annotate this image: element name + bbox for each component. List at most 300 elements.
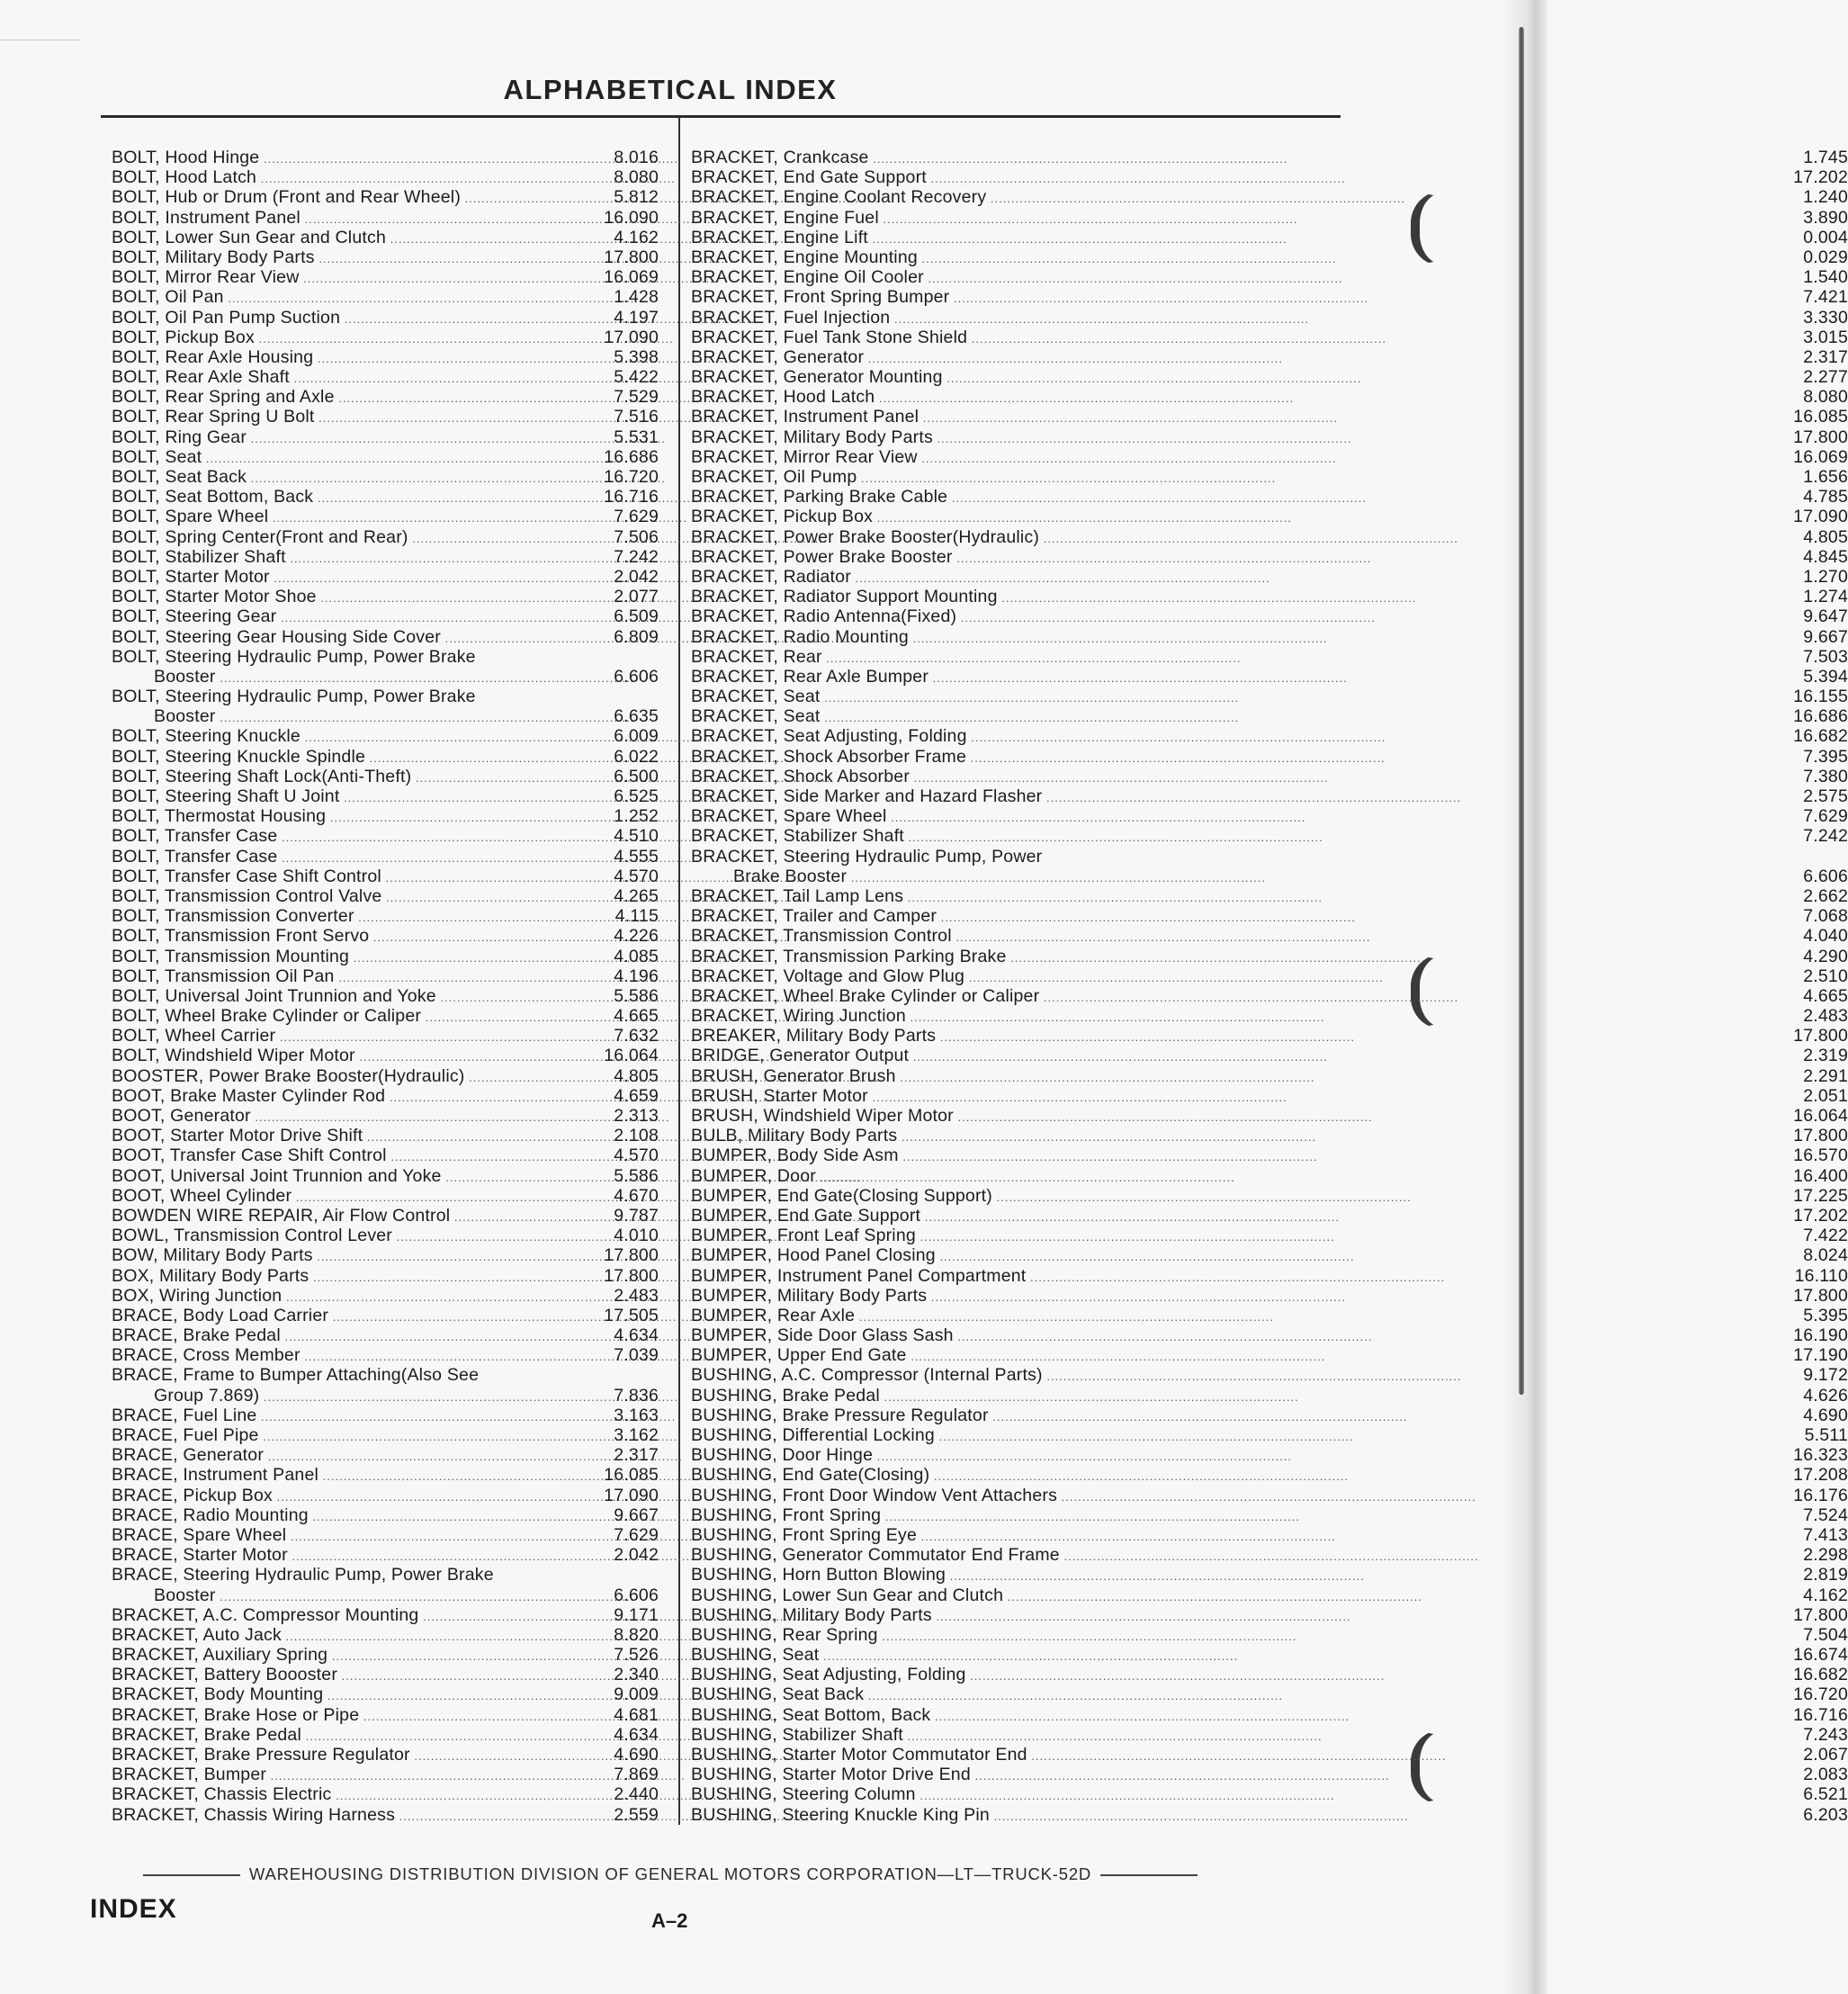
publisher-line	[0, 1864, 1341, 1884]
entry-name: BOLT, Instrument Panel .....	[112, 208, 543, 229]
entry-name: BOLT, Oil Pan .....	[112, 287, 543, 309]
entry-name: BOLT, Hub or Drum (Front and Rear Wheel) .....	[112, 187, 543, 209]
entry-name: BOLT, Hood Latch .....	[112, 167, 543, 189]
entry-name: BOLT, Transfer Case Shift Control .....	[112, 867, 543, 888]
entry-page: 16.085	[1793, 407, 1848, 427]
entry-page: 0.004	[1803, 227, 1848, 247]
entry-page: 4.785	[1803, 487, 1848, 507]
entry-page: 4.665	[1803, 985, 1848, 1006]
page-title: ALPHABETICAL INDEX	[503, 74, 838, 105]
entry-name: BUMPER, Front Leaf Spring .....	[691, 1226, 1121, 1247]
entry-page: 5.531	[614, 427, 659, 447]
entry-name: BRACKET, Generator .....	[691, 347, 1121, 369]
entry-page: 7.629	[1803, 806, 1848, 827]
entry-page: 2.340	[614, 1665, 659, 1685]
entry-page: 16.064	[1793, 1106, 1848, 1126]
entry-name: BUSHING, Front Spring Eye .....	[691, 1525, 1121, 1547]
entry-page: 16.176	[1793, 1485, 1848, 1505]
entry-page: 3.330	[1803, 307, 1848, 328]
entry-page: 4.634	[614, 1724, 659, 1745]
entry-page: 5.511	[1804, 1425, 1848, 1445]
entry-page: 2.317	[614, 1445, 659, 1466]
entry-page: 1.540	[1803, 267, 1848, 288]
entry-name: BOOT, Transfer Case Shift Control .....	[112, 1145, 543, 1167]
entry-name: BUSHING, Brake Pressure Regulator .....	[691, 1406, 1121, 1427]
entry-page: 8.820	[614, 1624, 659, 1645]
entry-name: BOLT, Mirror Rear View .....	[112, 267, 543, 289]
entry-name: BRACKET, Radio Antenna(Fixed) .....	[691, 606, 1121, 628]
entry-page: 17.202	[1793, 1205, 1848, 1226]
entry-page: 2.291	[1803, 1065, 1848, 1086]
entry-page: 6.635	[614, 706, 659, 727]
entry-name: BUSHING, Steering Knuckle King Pin .....	[691, 1805, 1121, 1827]
entry-name: BOLT, Transmission Oil Pan .....	[112, 966, 543, 988]
entry-page: 5.395	[1803, 1305, 1848, 1325]
entry-name: BRACKET, Transmission Parking Brake .....	[691, 947, 1121, 968]
entry-page: 6.022	[614, 746, 659, 767]
entry-page: 7.836	[614, 1385, 659, 1406]
entry-name: BUSHING, Lower Sun Gear and Clutch .....	[691, 1585, 1121, 1607]
entry-name: BOLT, Spring Center(Front and Rear) .....	[112, 527, 543, 549]
entry-name: BRACKET, Engine Mounting .....	[691, 247, 1121, 269]
entry-name: BRACE, Fuel Line .....	[112, 1406, 543, 1427]
entry-name: BRACKET, End Gate Support .....	[691, 167, 1121, 189]
entry-name: BRACKET, Military Body Parts .....	[691, 427, 1121, 449]
entry-name: BOLT, Wheel Carrier .....	[112, 1026, 543, 1047]
entry-name: BOLT, Rear Axle Shaft .....	[112, 367, 543, 389]
entry-page: 4.162	[614, 227, 659, 247]
entry-page: 2.819	[1803, 1565, 1848, 1585]
binder-spine	[1519, 27, 1524, 1395]
entry-page: 6.509	[614, 606, 659, 627]
header-rule	[101, 115, 1341, 118]
entry-name: BRACKET, Radio Mounting .....	[691, 627, 1121, 649]
entry-name: BRACE, Spare Wheel .....	[112, 1525, 543, 1547]
entry-page: 1.428	[614, 287, 659, 308]
entry-page: 16.190	[1793, 1325, 1848, 1346]
entry-page: 16.720	[604, 467, 659, 487]
entry-name: BRACKET, Radiator Support Mounting .....	[691, 587, 1121, 608]
entry-page: 9.667	[614, 1504, 659, 1525]
entry-name: BRACE, Fuel Pipe .....	[112, 1425, 543, 1447]
entry-page: 2.042	[614, 1545, 659, 1566]
entry-name: BRACKET, Side Marker and Hazard Flasher .....	[691, 786, 1121, 808]
entry-page: 2.042	[614, 566, 659, 587]
entry-page: 4.040	[1803, 926, 1848, 947]
entry-page: 3.162	[614, 1425, 659, 1445]
punch-hole-top	[1411, 191, 1443, 266]
entry-name: BOLT, Transmission Control Valve .....	[112, 886, 543, 908]
entry-page: 7.516	[614, 407, 659, 427]
entry-page: 2.483	[614, 1285, 659, 1306]
entry-page: 2.483	[1803, 1006, 1848, 1027]
entry-page: 5.394	[1803, 666, 1848, 687]
entry-page: 7.413	[1803, 1524, 1848, 1545]
entry-page: 2.083	[1803, 1765, 1848, 1785]
entry-page: 8.080	[1803, 387, 1848, 408]
entry-name: BRACKET, Steering Hydraulic Pump, Power	[691, 846, 1043, 867]
entry-name: BRACKET, Seat Adjusting, Folding .....	[691, 726, 1121, 748]
entry-name: BRACKET, Auto Jack .....	[112, 1625, 543, 1647]
entry-name: BRACKET, Fuel Injection .....	[691, 308, 1121, 329]
entry-name: BOLT, Ring Gear .....	[112, 427, 543, 449]
entry-page: 9.171	[614, 1604, 659, 1625]
entry-page: 2.575	[1803, 786, 1848, 806]
entry-name: BOLT, Transmission Converter .....	[112, 906, 543, 928]
entry-name: BUSHING, Seat Adjusting, Folding .....	[691, 1665, 1121, 1686]
entry-page: 4.690	[614, 1745, 659, 1765]
entry-page: 6.606	[614, 666, 659, 687]
entry-page: 4.197	[614, 307, 659, 328]
entry-name: BUMPER, End Gate(Closing Support) .....	[691, 1186, 1121, 1208]
entry-page: 1.745	[1803, 148, 1848, 167]
entry-name: BRACKET, Shock Absorber .....	[691, 767, 1121, 788]
page-number: A–2	[651, 1909, 688, 1932]
entry-page: 16.323	[1793, 1445, 1848, 1466]
entry-name: BRACE, Radio Mounting .....	[112, 1505, 543, 1527]
entry-page: 9.787	[614, 1205, 659, 1226]
entry-name: BUMPER, Body Side Asm .....	[691, 1145, 1121, 1167]
entry-page: 4.690	[1803, 1405, 1848, 1425]
entry-page: 17.800	[1793, 1285, 1848, 1306]
entry-name: BUSHING, Door Hinge .....	[691, 1445, 1121, 1467]
entry-name: BRACKET, Power Brake Booster(Hydraulic) .....	[691, 527, 1121, 549]
entry-page: 2.319	[1803, 1046, 1848, 1066]
entry-name: BOOSTER, Power Brake Booster(Hydraulic) .....	[112, 1066, 543, 1088]
entry-name: BRACKET, Chassis Wiring Harness .....	[112, 1805, 543, 1827]
entry-page: 16.069	[1793, 446, 1848, 467]
entry-name: BUSHING, Generator Commutator End Frame .....	[691, 1545, 1121, 1567]
entry-name: BRACKET, Generator Mounting .....	[691, 367, 1121, 389]
entry-page: 17.090	[1793, 507, 1848, 527]
entry-page: 4.196	[614, 966, 659, 986]
entry-name: BUSHING, A.C. Compressor (Internal Parts) .....	[691, 1365, 1121, 1387]
entry-name: BRACKET, Tail Lamp Lens .....	[691, 886, 1121, 908]
entry-name: BOX, Military Body Parts .....	[112, 1266, 543, 1288]
entry-name: BOLT, Steering Knuckle .....	[112, 726, 543, 748]
entry-page: 17.505	[604, 1305, 659, 1325]
entry-name: BUMPER, Door .....	[691, 1166, 1121, 1188]
entry-name: BRACKET, Voltage and Glow Plug .....	[691, 966, 1121, 988]
entry-page: 16.400	[1793, 1165, 1848, 1186]
entry-name: BRACKET, Seat .....	[691, 706, 1121, 728]
entry-name: BRACKET, Spare Wheel .....	[691, 806, 1121, 828]
entry-name: BOLT, Steering Shaft Lock(Anti-Theft) .....	[112, 767, 543, 788]
entry-page: 7.504	[1803, 1624, 1848, 1645]
entry-name: BRACE, Generator .....	[112, 1445, 543, 1467]
entry-name: BRACE, Instrument Panel .....	[112, 1465, 543, 1487]
entry-name: BUSHING, Military Body Parts .....	[691, 1605, 1121, 1627]
entry-name: BRACKET, Seat .....	[691, 687, 1121, 708]
entry-page: 5.422	[614, 367, 659, 388]
entry-page: 4.226	[614, 926, 659, 947]
entry-page: 2.051	[1803, 1085, 1848, 1106]
entry-page: 7.524	[1803, 1504, 1848, 1525]
entry-page: 2.277	[1803, 367, 1848, 388]
entry-name: BUSHING, Front Door Window Vent Attachers .....	[691, 1486, 1121, 1507]
entry-name: BRACKET, Oil Pump .....	[691, 467, 1121, 489]
entry-name: BOOT, Generator .....	[112, 1106, 543, 1127]
entry-page: 2.317	[1803, 346, 1848, 367]
entry-page: 16.720	[1793, 1684, 1848, 1705]
entry-page: 4.845	[1803, 546, 1848, 567]
entry-page: 4.570	[614, 1145, 659, 1166]
entry-page: 4.162	[1803, 1585, 1848, 1605]
entry-name: BRACKET, Rear Axle Bumper .....	[691, 667, 1121, 688]
entry-name: BUSHING, Front Spring .....	[691, 1505, 1121, 1527]
entry-page: 4.805	[614, 1065, 659, 1086]
entry-name: BRACE, Frame to Bumper Attaching(Also See	[112, 1365, 480, 1386]
entry-page: 16.674	[1793, 1645, 1848, 1666]
entry-page: 7.629	[614, 1524, 659, 1545]
entry-name: BRACKET, Power Brake Booster .....	[691, 547, 1121, 569]
entry-name: BUMPER, Instrument Panel Compartment .....	[691, 1266, 1121, 1288]
entry-page: 17.225	[1793, 1185, 1848, 1206]
entry-name: BOLT, Steering Hydraulic Pump, Power Brake	[112, 646, 476, 667]
entry-name: BOWDEN WIRE REPAIR, Air Flow Control .....	[112, 1206, 543, 1227]
entry-page: 17.090	[604, 1485, 659, 1505]
entry-page: 17.800	[604, 1245, 659, 1266]
entry-page: 4.115	[615, 906, 659, 927]
entry-name: BOOT, Universal Joint Trunnion and Yoke .....	[112, 1166, 543, 1188]
entry-page: 7.068	[1803, 906, 1848, 927]
entry-name: BOLT, Steering Hydraulic Pump, Power Brake	[112, 687, 476, 707]
entry-page: 7.629	[614, 507, 659, 527]
entry-page: 6.500	[614, 766, 659, 786]
entry-page: 16.064	[604, 1046, 659, 1066]
entry-page: 17.202	[1793, 167, 1848, 188]
entry-name: BUSHING, Horn Button Blowing .....	[691, 1565, 1121, 1586]
entry-name: BOLT, Starter Motor .....	[112, 567, 543, 588]
entry-page: 16.716	[604, 487, 659, 507]
entry-page: 6.809	[614, 626, 659, 647]
entry-name: BRACKET, Rear .....	[691, 647, 1121, 669]
entry-name: Group 7.869) .....	[112, 1386, 586, 1407]
entry-name: BRACKET, Wheel Brake Cylinder or Caliper .....	[691, 986, 1121, 1008]
entry-name: BUSHING, Rear Spring .....	[691, 1625, 1121, 1647]
entry-page: 16.682	[1793, 726, 1848, 747]
entry-name: BRUSH, Generator Brush .....	[691, 1066, 1121, 1088]
entry-name: BRACKET, Bumper .....	[112, 1765, 543, 1786]
entry-name: BRACKET, Brake Pressure Regulator .....	[112, 1745, 543, 1766]
entry-page: 4.805	[1803, 526, 1848, 547]
entry-name: BUSHING, Starter Motor Commutator End .....	[691, 1745, 1121, 1766]
entry-name: BRACKET, Pickup Box .....	[691, 507, 1121, 528]
entry-name: BOLT, Rear Spring U Bolt .....	[112, 407, 543, 428]
entry-page: 4.681	[614, 1704, 659, 1725]
entry-name: BOLT, Rear Spring and Axle .....	[112, 387, 543, 409]
entry-name: BRACKET, Auxiliary Spring .....	[112, 1645, 543, 1666]
entry-name: BRACKET, Stabilizer Shaft .....	[691, 826, 1121, 848]
entry-name: BRACKET, Fuel Tank Stone Shield .....	[691, 328, 1121, 349]
entry-name: BUMPER, Hood Panel Closing .....	[691, 1245, 1121, 1267]
entry-name: BRUSH, Windshield Wiper Motor .....	[691, 1106, 1121, 1127]
entry-name: BUMPER, Upper End Gate .....	[691, 1345, 1121, 1367]
entry-page: 2.440	[614, 1784, 659, 1805]
entry-page: 8.016	[614, 148, 659, 167]
entry-page: 4.555	[614, 846, 659, 867]
entry-name: BUSHING, Brake Pedal .....	[691, 1386, 1121, 1407]
entry-name: BOLT, Steering Gear Housing Side Cover .....	[112, 627, 543, 649]
entry-name: BOLT, Seat .....	[112, 447, 543, 469]
entry-page: 7.506	[614, 526, 659, 547]
entry-page: 16.570	[1793, 1145, 1848, 1166]
entry-page: 16.090	[604, 207, 659, 228]
entry-page: 16.069	[604, 267, 659, 288]
entry-name: BRACKET, Engine Coolant Recovery .....	[691, 187, 1121, 209]
entry-page: 3.015	[1803, 327, 1848, 347]
entry-page: 2.559	[614, 1804, 659, 1825]
entry-page: 16.085	[604, 1465, 659, 1486]
entry-page: 7.869	[614, 1765, 659, 1785]
entry-name: BRACKET, Crankcase .....	[691, 148, 1121, 169]
punch-hole-bottom	[1411, 1729, 1443, 1805]
entry-page: 4.010	[614, 1226, 659, 1246]
entry-name: BOLT, Transfer Case .....	[112, 826, 543, 848]
entry-name: BUSHING, Starter Motor Drive End .....	[691, 1765, 1121, 1786]
entry-page: 7.422	[1803, 1226, 1848, 1246]
entry-page: 17.800	[604, 1265, 659, 1286]
entry-page: 7.632	[614, 1026, 659, 1046]
entry-page: 5.586	[614, 985, 659, 1006]
entry-page: 17.800	[1793, 427, 1848, 447]
entry-name: Booster .....	[112, 667, 586, 688]
entry-page: 7.529	[614, 387, 659, 408]
entry-name: BRACKET, Engine Oil Cooler .....	[691, 267, 1121, 289]
entry-page: 4.665	[614, 1006, 659, 1027]
entry-page: 17.800	[1793, 1604, 1848, 1625]
footer-dash-right	[1100, 1874, 1198, 1876]
entry-page: 2.077	[614, 587, 659, 607]
entry-name: BRACKET, Chassis Electric .....	[112, 1784, 543, 1806]
entry-name: BRACKET, Body Mounting .....	[112, 1684, 543, 1706]
entry-name: BOWL, Transmission Control Lever .....	[112, 1226, 543, 1247]
entry-name: BOLT, Lower Sun Gear and Clutch .....	[112, 228, 543, 249]
entry-page: 4.626	[1803, 1385, 1848, 1406]
entry-name: BRACE, Pickup Box .....	[112, 1486, 543, 1507]
entry-name: BUMPER, End Gate Support .....	[691, 1206, 1121, 1227]
entry-page: 16.682	[1793, 1665, 1848, 1685]
entry-page: 7.039	[614, 1345, 659, 1366]
entry-name: BRACKET, Transmission Control .....	[691, 926, 1121, 948]
entry-page: 17.208	[1793, 1465, 1848, 1486]
entry-name: BOLT, Universal Joint Trunnion and Yoke .....	[112, 986, 543, 1008]
entry-page: 17.800	[604, 247, 659, 267]
entry-name: Booster .....	[112, 706, 586, 728]
entry-page: 4.634	[614, 1325, 659, 1346]
entry-page: 16.686	[604, 446, 659, 467]
entry-page: 9.172	[1803, 1365, 1848, 1386]
entry-page: 17.190	[1793, 1345, 1848, 1366]
entry-name: BOLT, Steering Shaft U Joint .....	[112, 786, 543, 808]
entry-page: 2.108	[614, 1126, 659, 1146]
entry-page: 2.510	[1803, 966, 1848, 986]
entry-name: BRACKET, Wiring Junction .....	[691, 1006, 1121, 1028]
entry-name: BREAKER, Military Body Parts .....	[691, 1026, 1121, 1047]
entry-page: 7.526	[614, 1645, 659, 1666]
entry-page: 2.662	[1803, 885, 1848, 906]
entry-name: Booster .....	[112, 1585, 586, 1607]
entry-page: 9.667	[1803, 626, 1848, 647]
entry-name: BOLT, Starter Motor Shoe .....	[112, 587, 543, 608]
entry-name: BOLT, Wheel Brake Cylinder or Caliper .....	[112, 1006, 543, 1028]
entry-name: BOLT, Windshield Wiper Motor .....	[112, 1046, 543, 1067]
entry-page: 7.242	[1803, 826, 1848, 847]
entry-page: 2.067	[1803, 1745, 1848, 1765]
entry-page: 7.380	[1803, 766, 1848, 786]
entry-name: BOLT, Rear Axle Housing .....	[112, 347, 543, 369]
entry-name: BRACKET, Trailer and Camper .....	[691, 906, 1121, 928]
entry-page: 6.606	[1803, 866, 1848, 886]
entry-name: BRACKET, Brake Pedal .....	[112, 1725, 543, 1747]
entry-name: BOOT, Starter Motor Drive Shift .....	[112, 1126, 543, 1147]
entry-page: 3.890	[1803, 207, 1848, 228]
entry-page: 5.812	[614, 187, 659, 208]
publisher-text: WAREHOUSING DISTRIBUTION DIVISION OF GENERAL MOTORS CORPORATION—LT—TRUCK-52D	[248, 1864, 1092, 1883]
entry-page: 6.606	[614, 1585, 659, 1605]
entry-page: 17.090	[604, 327, 659, 347]
entry-page: 7.421	[1803, 287, 1848, 308]
entry-name: BOOT, Wheel Cylinder .....	[112, 1186, 543, 1208]
entry-name: BUSHING, Steering Column .....	[691, 1784, 1121, 1806]
entry-page: 7.503	[1803, 646, 1848, 667]
entry-page: 4.265	[614, 885, 659, 906]
entry-page: 8.024	[1803, 1245, 1848, 1266]
entry-page: 16.110	[1794, 1265, 1848, 1286]
entry-page: 1.656	[1803, 467, 1848, 487]
entry-name: BOLT, Spare Wheel .....	[112, 507, 543, 528]
entry-name: BUSHING, Seat .....	[691, 1645, 1121, 1666]
entry-name: BRACKET, Engine Fuel .....	[691, 208, 1121, 229]
entry-page: 6.525	[614, 786, 659, 806]
entry-page: 5.398	[614, 346, 659, 367]
entry-name: BRIDGE, Generator Output .....	[691, 1046, 1121, 1067]
entry-page: 9.647	[1803, 606, 1848, 627]
entry-name: BRACE, Brake Pedal .....	[112, 1325, 543, 1347]
section-label: INDEX	[90, 1894, 177, 1924]
entry-page: 1.240	[1803, 187, 1848, 208]
entry-name: BOLT, Seat Bottom, Back .....	[112, 487, 543, 508]
entry-name: BOLT, Steering Gear .....	[112, 606, 543, 628]
entry-name: BOX, Wiring Junction .....	[112, 1286, 543, 1307]
entry-name: BUSHING, Seat Back .....	[691, 1684, 1121, 1706]
entry-name: BOLT, Oil Pan Pump Suction .....	[112, 308, 543, 329]
entry-name: BOLT, Transmission Mounting .....	[112, 947, 543, 968]
entry-page: 4.659	[614, 1085, 659, 1106]
entry-name: BOLT, Transfer Case .....	[112, 847, 543, 868]
entry-page: 2.313	[614, 1106, 659, 1126]
entry-name: BRACKET, Brake Hose or Pipe .....	[112, 1705, 543, 1727]
entry-name: BRUSH, Starter Motor .....	[691, 1086, 1121, 1108]
entry-name: BRACE, Body Load Carrier .....	[112, 1306, 543, 1327]
entry-page: 1.274	[1803, 587, 1848, 607]
binder-edge	[1501, 0, 1547, 1994]
entry-name: BRACKET, Front Spring Bumper .....	[691, 287, 1121, 309]
entry-name: BRACKET, Radiator .....	[691, 567, 1121, 588]
entry-name: BRACKET, Engine Lift .....	[691, 228, 1121, 249]
entry-name: BUMPER, Rear Axle .....	[691, 1306, 1121, 1327]
entry-name: BRACKET, Hood Latch .....	[691, 387, 1121, 409]
entry-name: BUSHING, Stabilizer Shaft .....	[691, 1725, 1121, 1747]
entry-name: BOOT, Brake Master Cylinder Rod .....	[112, 1086, 543, 1108]
entry-name: BRACKET, A.C. Compressor Mounting .....	[112, 1605, 543, 1627]
entry-name: BOLT, Military Body Parts .....	[112, 247, 543, 269]
entry-page: 8.080	[614, 167, 659, 188]
entry-page: 7.243	[1803, 1724, 1848, 1745]
entry-page: 1.270	[1803, 566, 1848, 587]
entry-name: BRACKET, Shock Absorber Frame .....	[691, 747, 1121, 768]
entry-page: 16.155	[1793, 687, 1848, 707]
